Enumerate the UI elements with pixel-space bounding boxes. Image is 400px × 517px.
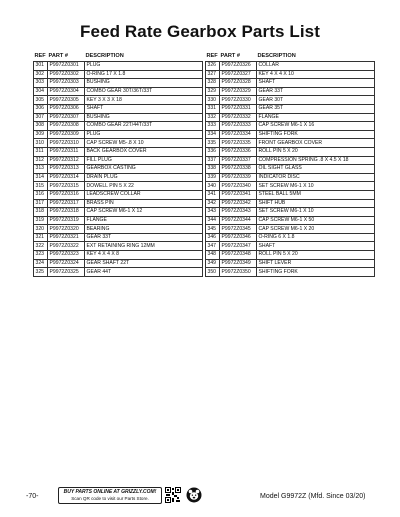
cell-ref: 318 [34,208,48,217]
cell-ref: 302 [34,70,48,79]
cell-description: SET SCREW M6-1 X 10 [257,182,375,191]
table-row [34,268,203,277]
table-row [34,199,203,208]
cell-ref: 304 [34,87,48,96]
buy-parts-headline: BUY PARTS ONLINE AT GRIZZLY.COM! [63,489,157,495]
table-row [34,87,203,96]
table-row [34,62,203,71]
cell-description: BRASS PIN [85,199,203,208]
cell-part-number: P9972Z0340 [220,182,257,191]
cell-part-number: P9972Z0346 [220,233,257,242]
cell-ref: 327 [206,70,220,79]
table-row [206,225,375,234]
cell-ref: 350 [206,268,220,277]
header-description: DESCRIPTION [85,53,124,59]
table-row [34,182,203,191]
table-row [34,156,203,165]
cell-part-number: P9972Z0301 [48,62,85,71]
cell-description: COMBO GEAR 22T/44T/33T [85,122,203,131]
cell-description: DOWELL PIN 5 X 22 [85,182,203,191]
table-row [206,173,375,182]
table-row [206,96,375,105]
cell-part-number: P9972Z0303 [48,79,85,88]
cell-part-number: P9972Z0309 [48,130,85,139]
cell-part-number: P9972Z0334 [220,130,257,139]
table-row [34,122,203,131]
cell-description: FRONT GEARBOX COVER [257,139,375,148]
cell-ref: 339 [206,173,220,182]
cell-description: BUSHING [85,113,203,122]
cell-part-number: P9972Z0320 [48,225,85,234]
cell-ref: 305 [34,96,48,105]
cell-ref: 321 [34,233,48,242]
cell-part-number: P9972Z0347 [220,242,257,251]
cell-description: DRAIN PLUG [85,173,203,182]
table-header-row [206,53,375,62]
cell-ref: 334 [206,130,220,139]
cell-description: STEEL BALL 5MM [257,190,375,199]
cell-part-number: P9972Z0317 [48,199,85,208]
cell-part-number: P9972Z0338 [220,165,257,174]
table-row [206,165,375,174]
cell-description: SHAFT [257,79,375,88]
cell-part-number: P9972Z0341 [220,190,257,199]
table-row [206,259,375,268]
cell-description: BUSHING [85,79,203,88]
cell-part-number: P9972Z0310 [48,139,85,148]
cell-description: BEARING [85,225,203,234]
cell-part-number: P9972Z0316 [48,190,85,199]
cell-ref: 338 [206,165,220,174]
cell-part-number: P9972Z0329 [220,87,257,96]
cell-description: FILL PLUG [85,156,203,165]
table-row [34,96,203,105]
cell-ref: 324 [34,259,48,268]
cell-ref: 323 [34,251,48,260]
cell-ref: 312 [34,156,48,165]
cell-part-number: P9972Z0307 [48,113,85,122]
cell-ref: 341 [206,190,220,199]
cell-ref: 306 [34,104,48,113]
header-ref: REF [34,53,46,59]
cell-ref: 303 [34,79,48,88]
cell-ref: 328 [206,79,220,88]
cell-part-number: P9972Z0335 [220,139,257,148]
cell-part-number: P9972Z0348 [220,251,257,260]
cell-part-number: P9972Z0311 [48,147,85,156]
cell-part-number: P9972Z0302 [48,70,85,79]
table-row [206,130,375,139]
table-row [206,156,375,165]
cell-ref: 307 [34,113,48,122]
cell-ref: 337 [206,156,220,165]
model-info: Model G9972Z (Mfd. Since 03/20) [260,493,366,500]
header-ref: REF [206,53,218,59]
table-row [206,190,375,199]
cell-description: PLUG [85,62,203,71]
buy-parts-subline: Scan QR code to visit our Parts Store. [71,495,149,501]
cell-description: KEY 3 X 3 X 18 [85,96,203,105]
table-row [34,216,203,225]
cell-description: KEY 4 X 4 X 10 [257,70,375,79]
cell-description: GEAR 30T [257,96,375,105]
cell-ref: 308 [34,122,48,131]
cell-ref: 329 [206,87,220,96]
cell-ref: 322 [34,242,48,251]
cell-part-number: P9972Z0322 [48,242,85,251]
cell-part-number: P9972Z0312 [48,156,85,165]
cell-part-number: P9972Z0319 [48,216,85,225]
cell-part-number: P9972Z0318 [48,208,85,217]
table-row [206,79,375,88]
cell-ref: 333 [206,122,220,131]
cell-ref: 346 [206,233,220,242]
cell-ref: 316 [34,190,48,199]
buy-parts-box[interactable] [58,487,162,504]
cell-part-number: P9972Z0315 [48,182,85,191]
header-part: PART # [48,53,68,59]
cell-part-number: P9972Z0308 [48,122,85,131]
cell-part-number: P9972Z0333 [220,122,257,131]
cell-description: SHIFTING FORK [257,130,375,139]
table-row [206,70,375,79]
cell-description: CAP SCREW M6-1 X 16 [257,122,375,131]
cell-ref: 332 [206,113,220,122]
cell-ref: 335 [206,139,220,148]
qr-code-icon[interactable] [165,487,181,503]
cell-description: GEAR 33T [85,233,203,242]
page-title: Feed Rate Gearbox Parts List [80,22,320,41]
cell-part-number: P9972Z0345 [220,225,257,234]
cell-description: GEAR 33T [257,87,375,96]
cell-part-number: P9972Z0321 [48,233,85,242]
table-row [34,259,203,268]
table-row [34,233,203,242]
cell-description: GEAR 44T [85,268,203,277]
table-row [34,190,203,199]
cell-ref: 344 [206,216,220,225]
header-part: PART # [220,53,240,59]
cell-ref: 347 [206,242,220,251]
cell-description: O-RING 6 X 1.8 [257,233,375,242]
table-row [34,173,203,182]
page-number: -70- [26,493,39,500]
cell-ref: 310 [34,139,48,148]
cell-part-number: P9972Z0350 [220,268,257,277]
cell-description: PLUG [85,130,203,139]
cell-description: SHIFT HUB [257,199,375,208]
cell-ref: 340 [206,182,220,191]
page-footer [0,486,400,510]
table-row [206,216,375,225]
cell-ref: 315 [34,182,48,191]
cell-ref: 313 [34,165,48,174]
cell-description: BACK GEARBOX COVER [85,147,203,156]
cell-ref: 345 [206,225,220,234]
cell-part-number: P9972Z0305 [48,96,85,105]
table-row [206,104,375,113]
cell-part-number: P9972Z0314 [48,173,85,182]
cell-ref: 342 [206,199,220,208]
table-row [34,130,203,139]
table-row [34,79,203,88]
table-row [34,104,203,113]
cell-description: SHIFT LEVER [257,259,375,268]
cell-description: CAP SCREW M6-1 X 12 [85,208,203,217]
cell-part-number: P9972Z0337 [220,156,257,165]
cell-part-number: P9972Z0330 [220,96,257,105]
cell-description: GEARBOX CASTING [85,165,203,174]
cell-ref: 343 [206,208,220,217]
cell-ref: 336 [206,147,220,156]
cell-description: CAP SCREW M6-1 X 50 [257,216,375,225]
cell-ref: 319 [34,216,48,225]
cell-part-number: P9972Z0331 [220,104,257,113]
cell-description: OIL SIGHT GLASS [257,165,375,174]
cell-ref: 331 [206,104,220,113]
cell-part-number: P9972Z0323 [48,251,85,260]
grizzly-bear-logo-icon [186,487,202,503]
table-row [206,199,375,208]
cell-ref: 325 [34,268,48,277]
table-row [206,62,375,71]
cell-part-number: P9972Z0339 [220,173,257,182]
cell-ref: 317 [34,199,48,208]
cell-description: LEADSCREW COLLAR [85,190,203,199]
cell-part-number: P9972Z0313 [48,165,85,174]
cell-part-number: P9972Z0306 [48,104,85,113]
parts-table-left [33,53,203,277]
cell-part-number: P9972Z0343 [220,208,257,217]
parts-table-left-body [34,62,203,277]
table-row [34,113,203,122]
table-row [34,70,203,79]
table-header-row [34,53,203,62]
table-row [206,242,375,251]
cell-description: EXT RETAINING RING 12MM [85,242,203,251]
cell-description: COMBO GEAR 30T/36T/33T [85,87,203,96]
cell-part-number: P9972Z0349 [220,259,257,268]
cell-ref: 349 [206,259,220,268]
table-row [206,182,375,191]
cell-ref: 348 [206,251,220,260]
cell-ref: 320 [34,225,48,234]
cell-ref: 314 [34,173,48,182]
table-row [206,113,375,122]
cell-part-number: P9972Z0327 [220,70,257,79]
cell-part-number: P9972Z0342 [220,199,257,208]
table-row [34,251,203,260]
cell-description: COMPRESSION SPRING .8 X 4.5 X 18 [257,156,375,165]
table-row [34,147,203,156]
cell-description: KEY 4 X 4 X 8 [85,251,203,260]
cell-ref: 301 [34,62,48,71]
cell-description: GEAR 35T [257,104,375,113]
cell-description: O-RING 17 X 1.8 [85,70,203,79]
cell-description: FLANGE [257,113,375,122]
cell-description: SET SCREW M6-1 X 10 [257,208,375,217]
cell-description: ROLL PIN 5 X 20 [257,147,375,156]
table-row [34,139,203,148]
cell-description: ROLL PIN 5 X 20 [257,251,375,260]
table-row [206,233,375,242]
table-row [34,242,203,251]
cell-part-number: P9972Z0304 [48,87,85,96]
cell-description: FLANGE [85,216,203,225]
cell-part-number: P9972Z0332 [220,113,257,122]
cell-ref: 309 [34,130,48,139]
table-row [34,165,203,174]
cell-description: SHIFTING FORK [257,268,375,277]
header-description: DESCRIPTION [257,53,296,59]
cell-part-number: P9972Z0328 [220,79,257,88]
cell-part-number: P9972Z0325 [48,268,85,277]
table-row [206,208,375,217]
table-row [206,147,375,156]
cell-ref: 326 [206,62,220,71]
table-row [206,87,375,96]
cell-ref: 311 [34,147,48,156]
table-row [206,268,375,277]
cell-description: INDICATOR DISC [257,173,375,182]
parts-table-right [205,53,375,277]
table-row [206,251,375,260]
cell-part-number: P9972Z0344 [220,216,257,225]
cell-description: SHAFT [257,242,375,251]
cell-description: SHAFT [85,104,203,113]
cell-part-number: P9972Z0326 [220,62,257,71]
cell-description: CAP SCREW M5-.8 X 10 [85,139,203,148]
parts-table-right-body [206,62,375,277]
table-row [34,225,203,234]
cell-part-number: P9972Z0324 [48,259,85,268]
cell-description: GEAR SHAFT 22T [85,259,203,268]
cell-part-number: P9972Z0336 [220,147,257,156]
cell-description: CAP SCREW M6-1 X 20 [257,225,375,234]
table-row [34,208,203,217]
table-row [206,139,375,148]
cell-ref: 330 [206,96,220,105]
cell-description: COLLAR [257,62,375,71]
table-row [206,122,375,131]
